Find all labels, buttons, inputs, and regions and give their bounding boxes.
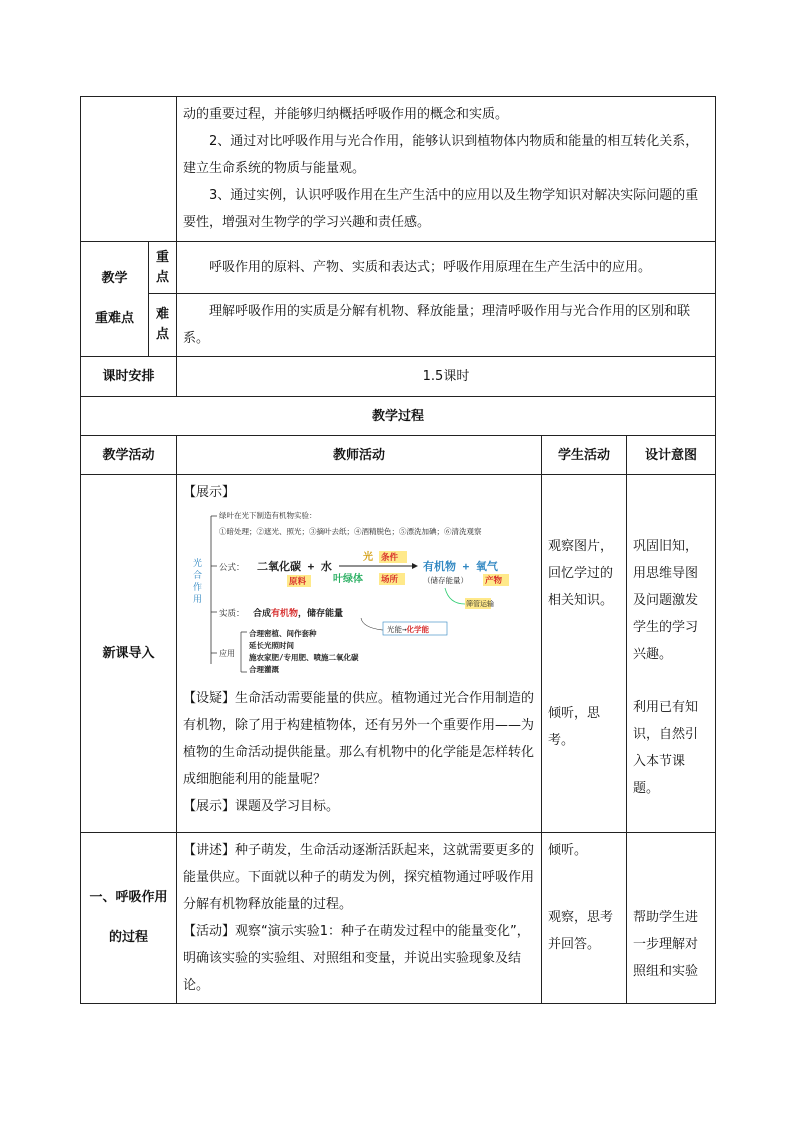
section1-activity-tag: 【活动】 bbox=[183, 924, 236, 939]
intro-student-cell bbox=[542, 475, 627, 833]
intro-student-1: 观察图片，回忆学过的相关知识。 bbox=[548, 539, 614, 608]
intro-show2-text: 课题及学习目标。 bbox=[235, 799, 340, 814]
map-steps: ①暗处理；②遮光、照光；③摘叶去纸；④酒精脱色；⑤漂洗加碘；⑥清洗观察 bbox=[219, 527, 482, 536]
map-root-1: 光 bbox=[193, 559, 203, 569]
goals-row bbox=[81, 97, 716, 242]
schedule-row bbox=[81, 357, 716, 397]
key-points-label-line1: 教学 bbox=[101, 271, 128, 286]
section1-lecture-paragraph bbox=[183, 837, 535, 918]
map-essence-c: ，储存能量 bbox=[298, 609, 344, 619]
intro-student-2: 倾听，思考。 bbox=[548, 706, 601, 748]
intro-design-tag: 【设疑】 bbox=[183, 691, 236, 706]
intro-intent-1: 巩固旧知，用思维导图及问题激发学生的学习兴趣。 bbox=[633, 539, 699, 662]
map-energy-conv bbox=[387, 624, 430, 634]
intro-label: 新课导入 bbox=[81, 475, 177, 833]
map-light: 光 bbox=[363, 552, 373, 563]
map-chloroplast: 叶绿体 bbox=[333, 574, 363, 585]
nan-label-1: 难 bbox=[155, 307, 169, 322]
goals-item-2: 2、通过对比呼吸作用与光合作用，能够认识到植物体内物质和能量的相互转化关系，建立生命系统的物质与能量观。 bbox=[183, 134, 699, 176]
map-essence-a: 合成 bbox=[253, 609, 272, 619]
map-energy-a: 光能→ bbox=[387, 625, 407, 634]
section1-activity-text: 观察“演示实验1：种子在萌发过程中的能量变化”，明确该实验的实验组、对照组和变量，并说出实验现象及结论。 bbox=[183, 924, 530, 993]
intro-show2-paragraph bbox=[183, 793, 535, 820]
key-points-label-line2: 重难点 bbox=[94, 311, 134, 326]
map-essence-label: 实质： bbox=[219, 609, 245, 619]
map-essence-b: 有机物 bbox=[271, 609, 299, 619]
map-products: 有机物 + 氧气 bbox=[423, 560, 498, 573]
map-experiment-title: 绿叶在光下制造有机物实验： bbox=[219, 511, 317, 520]
zhong-label-2: 点 bbox=[155, 269, 169, 285]
section1-lecture-text: 种子萌发，生命活动逐渐活跃起来，这就需要更多的能量供应。下面就以种子的萌发为例，探究植物通过呼吸作用分解有机物释放能量的过程。 bbox=[183, 843, 535, 912]
intro-design-paragraph bbox=[183, 685, 535, 793]
intro-teacher-cell bbox=[177, 475, 542, 833]
process-title: 教学过程 bbox=[81, 397, 716, 436]
intro-show-tag: 【展示】 bbox=[183, 485, 236, 500]
map-raw-tag: 原料 bbox=[289, 577, 307, 587]
section1-student-1: 倾听。 bbox=[548, 843, 588, 858]
map-app-bracket bbox=[241, 632, 247, 672]
map-root-3: 作 bbox=[193, 583, 203, 593]
nan-text: 理解呼吸作用的实质是分解有机物、释放能量；理清呼吸作用与光合作用的区别和联系。 bbox=[183, 304, 691, 346]
section1-student-cell bbox=[542, 833, 627, 1004]
process-header-row bbox=[81, 436, 716, 475]
map-app-1: 合理密植、间作套种 bbox=[249, 629, 317, 638]
process-title-row bbox=[81, 397, 716, 436]
section1-row bbox=[81, 833, 716, 1004]
header-activity: 教学活动 bbox=[81, 436, 177, 475]
map-reactants: 二氧化碳 + 水 bbox=[257, 560, 332, 573]
map-formula-label: 公式： bbox=[219, 563, 245, 573]
map-root-4: 用 bbox=[193, 595, 203, 605]
goals-line-continued: 动的重要过程，并能够归纳概括呼吸作用的概念和实质。 bbox=[183, 107, 509, 122]
map-energy-curve bbox=[361, 618, 383, 630]
header-student: 学生活动 bbox=[542, 436, 627, 475]
schedule-value: 1.5课时 bbox=[177, 357, 716, 397]
lesson-plan-table bbox=[80, 96, 716, 1004]
header-intent: 设计意图 bbox=[627, 436, 716, 475]
section1-activity-paragraph bbox=[183, 918, 535, 999]
header-teacher: 教师活动 bbox=[177, 436, 542, 475]
map-essence-text bbox=[253, 607, 343, 619]
section1-lecture-tag: 【讲述】 bbox=[183, 843, 236, 858]
section1-student-2: 观察，思考并回答。 bbox=[548, 910, 614, 952]
intro-design-text: 生命活动需要能量的供应。植物通过光合作用制造的有机物，除了用于构建植物体，还有另外一个重要作用——为植物的生命活动提供能量。那么有机物中的化学能是怎样转化成细胞能利用的能量呢？ bbox=[183, 691, 535, 787]
intro-intent-cell bbox=[627, 475, 716, 833]
section1-label: 一、呼吸作用的过程 bbox=[81, 833, 177, 1004]
map-app-3: 施农家肥/专用肥、喷施二氧化碳 bbox=[249, 653, 359, 662]
intro-intent-2: 利用已有知识，自然引入本节课题。 bbox=[633, 700, 699, 796]
map-place-tag: 场所 bbox=[381, 575, 399, 585]
zhong-label-1: 重 bbox=[155, 249, 169, 265]
map-arrow-head bbox=[412, 563, 418, 569]
map-bracket bbox=[211, 516, 217, 664]
map-app-label: 应用 bbox=[219, 649, 235, 658]
map-product-tag: 产物 bbox=[485, 576, 503, 586]
schedule-label: 课时安排 bbox=[81, 357, 177, 397]
zhong-text-cell bbox=[177, 242, 716, 294]
map-condition-tag: 条件 bbox=[381, 553, 399, 563]
key-points-label bbox=[81, 242, 149, 357]
intro-show2-tag: 【展示】 bbox=[183, 799, 236, 814]
nan-label-2: 点 bbox=[155, 327, 169, 342]
intro-row bbox=[81, 475, 716, 833]
photosynthesis-mind-map bbox=[187, 508, 527, 673]
zhong-label bbox=[149, 242, 177, 294]
nan-label bbox=[149, 294, 177, 357]
map-root-2: 合 bbox=[193, 571, 203, 581]
map-transport: 筛管运输 bbox=[466, 600, 494, 608]
section1-intent-cell bbox=[627, 833, 716, 1004]
zhong-text: 呼吸作用的原料、产物、实质和表达式；呼吸作用原理在生产生活中的应用。 bbox=[209, 260, 652, 275]
section1-teacher-cell bbox=[177, 833, 542, 1004]
key-point-row bbox=[81, 242, 716, 294]
map-energy-store: （储存能量） bbox=[423, 576, 468, 585]
goals-item-3: 3、通过实例，认识呼吸作用在生产生活中的应用以及生物学知识对解决实际问题的重要性，增强对生物学的学习兴趣和责任感。 bbox=[183, 188, 699, 230]
goals-cell bbox=[177, 97, 716, 242]
difficulty-row bbox=[81, 294, 716, 357]
section1-intent: 帮助学生进一步理解对照组和实验 bbox=[633, 910, 699, 979]
map-transport-curve bbox=[445, 588, 465, 604]
goals-label-cell bbox=[81, 97, 177, 242]
map-energy-b: 化学能 bbox=[406, 625, 430, 634]
nan-text-cell bbox=[177, 294, 716, 357]
map-app-2: 延长光照时间 bbox=[249, 641, 294, 650]
map-app-4: 合理灌溉 bbox=[249, 665, 279, 673]
